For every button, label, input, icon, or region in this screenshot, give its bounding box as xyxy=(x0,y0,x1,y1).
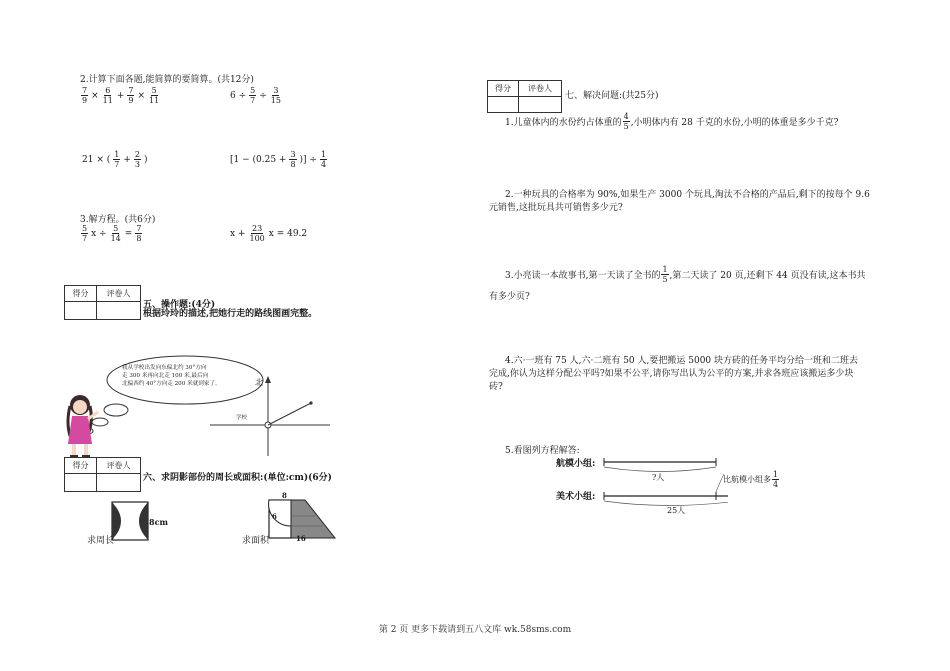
figure2-bottom-label: 16 xyxy=(296,534,306,543)
fraction: $\frac{2}{3}$ xyxy=(134,150,140,169)
score-label: 得分 xyxy=(488,81,519,97)
q7-score-box xyxy=(487,80,562,113)
fraction: $\frac{3}{15}$ xyxy=(270,86,281,105)
fraction: $\frac{1}{7}$ xyxy=(114,150,120,169)
q5-score-box xyxy=(64,285,141,320)
problem-4-line-3: 砖? xyxy=(489,382,503,392)
figure2-top-label: 8 xyxy=(282,491,287,500)
fraction: $\frac{3}{8}$ xyxy=(290,150,296,169)
fraction: $\frac{5}{14}$ xyxy=(110,224,121,243)
fraction: $\frac{7}{9}$ xyxy=(82,86,88,105)
score-label: 得分 xyxy=(65,458,97,474)
q2-title: 2.计算下面各题,能简算的要简算。(共12分) xyxy=(80,75,254,85)
problem-2-line-1: 2.一种玩具的合格率为 90%,如果生产 3000 个玩具,淘汰不合格的产品后,剩下的按每个 9.6 xyxy=(505,190,870,200)
problem-3-line-1: 3.小亮读一本故事书,第一天读了全书的 $\frac{1}{5}$ ,第二天读了 20 页,还剩下 44 页没有读,这本书共 xyxy=(505,265,866,284)
score-cell[interactable] xyxy=(65,302,97,320)
fraction: $\frac{7}{9}$ xyxy=(128,86,134,105)
grader-cell[interactable] xyxy=(97,474,141,492)
problem-4-line-1: 4.六·一班有 75 人,六·二班有 50 人,要把搬运 5000 块方砖的任务平均分给一班和二班去 xyxy=(505,356,859,366)
score-label: 得分 xyxy=(65,286,97,302)
fraction: $\frac{6}{11}$ xyxy=(102,86,113,105)
q3-title: 3.解方程。(共6分) xyxy=(80,215,156,225)
score-cell[interactable] xyxy=(65,474,97,492)
score-cell[interactable] xyxy=(488,97,519,113)
page-footer: 第 2 页 更多下载请到五八文库 wk.58sms.com xyxy=(378,625,572,635)
problem-3-line-2: 有多少页? xyxy=(489,292,530,302)
grader-label: 评卷人 xyxy=(97,286,141,302)
q6-score-box xyxy=(64,457,141,492)
girl-illustration xyxy=(58,392,106,460)
art-group-label: 美术小组: xyxy=(556,492,596,502)
direction-map xyxy=(205,370,335,460)
figure1-label: 求周长 xyxy=(87,536,115,546)
q7-title: 七、解决问题:(共25分) xyxy=(565,91,659,101)
fraction: $\frac{23}{100}$ xyxy=(249,224,265,243)
figure2-label: 求面积 xyxy=(242,536,270,546)
problem-4-line-2: 完成,你认为这样分配公平吗?如果不公平,请你写出认为公平的方案,并求各班应该搬运多少块 xyxy=(489,369,854,379)
fraction: $\frac{1}{5}$ xyxy=(662,265,668,284)
q5-title: 五、操作题:(4分) xyxy=(143,300,216,310)
grader-label: 评卷人 xyxy=(97,458,141,474)
fraction: $\frac{1}{4}$ xyxy=(320,150,327,169)
segment-diagram xyxy=(598,448,728,518)
grader-label: 评卷人 xyxy=(519,81,562,97)
bubble-text: 我从学校出发向东偏北约 30°方向 走 300 米再向北走 100 米,最后向 北偏西约 40°方向走 200 米就到家了。 xyxy=(122,365,221,387)
school-label: 学校 xyxy=(236,415,248,421)
q3-equation-1: $\frac{5}{7}$ x ÷ $\frac{5}{14}$ = $\frac{7}{8}$ xyxy=(82,224,142,243)
fraction: $\frac{5}{7}$ xyxy=(250,86,256,105)
q2-expression-4: [1 − (0.25 + $\frac{3}{8}$ )] ÷ $\frac{1}{4}$ xyxy=(230,150,327,169)
q6-title: 六、求阴影部份的周长或面积:(单位:cm)(6分) xyxy=(143,473,332,483)
grader-cell[interactable] xyxy=(519,97,562,113)
north-label: 北 xyxy=(255,378,263,387)
q3-equation-2: x + $\frac{23}{100}$ x = 49.2 xyxy=(230,224,308,243)
fraction: $\frac{1}{4}$ xyxy=(773,470,779,489)
problem-1: 1.儿童体内的水份约占体重的 $\frac{4}{5}$ ,小明体内有 28 千克的水份,小明的体重是多少千克? xyxy=(505,112,839,131)
fraction: $\frac{5}{11}$ xyxy=(149,86,160,105)
q5-instruction: 根据玲玲的描述,把她行走的路线图画完整。 xyxy=(143,309,318,319)
q2-expression-1: $\frac{7}{9}$ × $\frac{6}{11}$ + $\frac{7}{9}$ × $\frac{5}{11}$ xyxy=(82,86,160,105)
grader-cell[interactable] xyxy=(97,302,141,320)
problem-2-line-2: 元销售,这批玩具共可销售多少元? xyxy=(489,203,623,213)
figure2-side-label: 6 xyxy=(272,512,277,521)
fraction: $\frac{4}{5}$ xyxy=(623,112,629,131)
art-group-value: 25人 xyxy=(667,506,686,515)
q2-expression-3: 21 × ( $\frac{1}{7}$ + $\frac{2}{3}$ ) xyxy=(82,150,148,169)
problem-5-title: 5.看图列方程解答: xyxy=(505,446,580,456)
fraction: $\frac{7}{8}$ xyxy=(136,224,142,243)
q2-expression-2: 6 ÷ $\frac{5}{7}$ ÷ $\frac{3}{15}$ xyxy=(230,86,281,105)
model-group-value: ?人 xyxy=(652,473,665,482)
model-group-label: 航模小组: xyxy=(556,459,596,469)
figure1-dimension: 8cm xyxy=(149,517,168,527)
compare-note: 比航模小组多 $\frac{1}{4}$ xyxy=(723,470,779,489)
fraction: $\frac{5}{7}$ xyxy=(82,224,88,243)
